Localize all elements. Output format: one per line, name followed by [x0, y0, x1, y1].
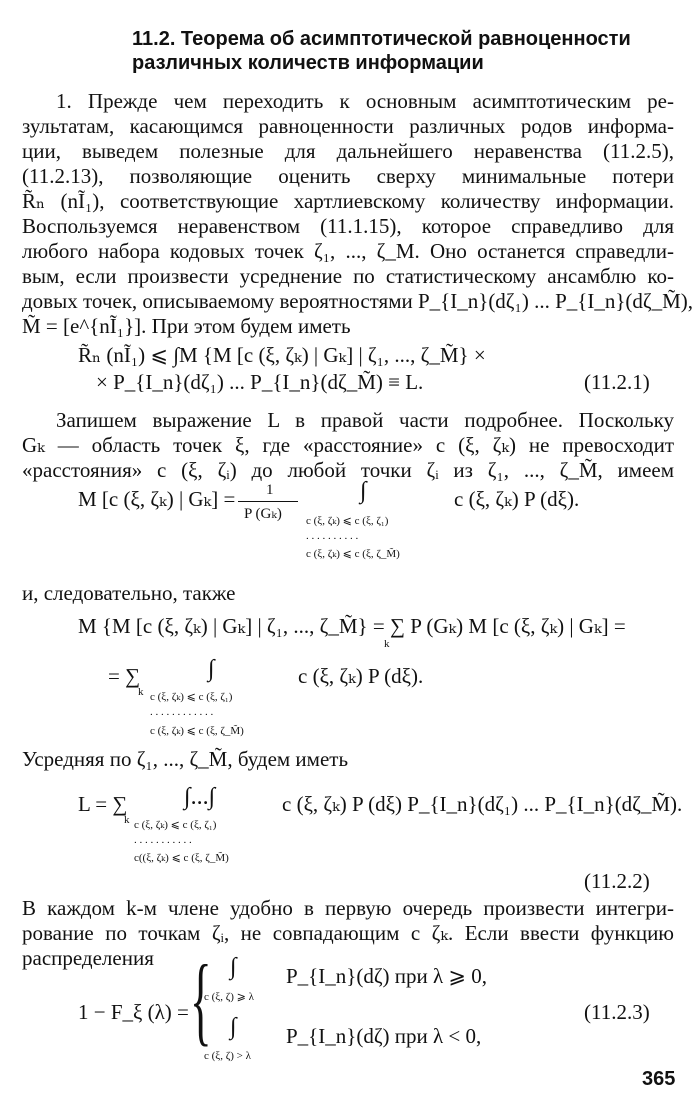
body-text-line: В каждом k-м члене удобно в первую очередь произвести интегри-: [22, 896, 674, 920]
integral-sign: ∫: [230, 1014, 237, 1040]
integral-sign: ∫: [208, 656, 215, 682]
case-expression: P_{I_n}(dζ) при λ < 0,: [286, 1024, 482, 1048]
body-text-line: M̃ = [e^{nĨ₁}]. При этом будем иметь: [22, 314, 351, 338]
equation-11-2-2-lhs: L = ∑: [78, 792, 128, 816]
section-title-line2: различных количеств информации: [132, 52, 484, 74]
integration-dots: . . . . . . . . . . . .: [150, 706, 214, 718]
cases-brace: {: [190, 944, 212, 1055]
equation-number: (11.2.2): [584, 869, 650, 893]
body-text-line: Запишем выражение L в правой части подробнее. Поскольку: [56, 408, 674, 432]
integral-sign: ∫: [360, 478, 367, 504]
section-title-line1: 11.2. Теорема об асимптотической равноценности: [132, 28, 631, 50]
body-text-line: и, следовательно, также: [22, 581, 236, 605]
body-text-line: рование по точкам ζᵢ, не совпадающим с ζₖ. Если ввести функцию: [22, 921, 674, 945]
integration-dots: . . . . . . . . . . .: [134, 834, 192, 846]
page-number: 365: [642, 1068, 676, 1090]
body-text-line: Усредняя по ζ₁, ..., ζ_M̃, будем иметь: [22, 747, 349, 771]
integration-limit: c((ξ, ζₖ) ⩽ c (ξ, ζ_M̃): [134, 852, 229, 864]
integration-limit: c (ξ, ζₖ) ⩽ c (ξ, ζ₁): [306, 515, 389, 527]
body-text-line: Gₖ — область точек ξ, где «расстояние» c (ξ, ζₖ) не превосходит: [22, 433, 674, 457]
fraction-denominator: P (Gₖ): [244, 506, 282, 522]
body-text-line: R̃ₙ (nĨ₁), соответствующие хартлиевскому количеству информации.: [22, 189, 674, 213]
body-text-line: любого набора кодовых точек ζ₁, ..., ζ_M. Оно останется справедли-: [22, 239, 674, 263]
sum-index: k: [138, 686, 144, 698]
body-text-line: ции, выведем полезные для дальнейшего неравенства (11.2.5),: [22, 139, 674, 163]
equation-11-2-1-line2: × P_{I_n}(dζ₁) ... P_{I_n}(dζ_M̃) ≡ L.: [96, 370, 424, 394]
integration-limit: c (ξ, ζ) > λ: [204, 1050, 251, 1062]
integration-limit: c (ξ, ζₖ) ⩽ c (ξ, ζ_M̃): [150, 725, 244, 737]
equation-rhs: c (ξ, ζₖ) P (dξ).: [454, 487, 580, 511]
fraction-numerator: 1: [266, 482, 274, 498]
sum-index: k: [384, 638, 390, 650]
equation-11-2-1-line1: R̃ₙ (nĨ₁) ⩽ ∫M {M [c (ξ, ζₖ) | Gₖ] | ζ₁, ..., ζ_M̃} ×: [78, 343, 486, 367]
body-text-line: (11.2.13), позволяющие оценить сверху минимальные потери: [22, 164, 674, 188]
body-text-line: распределения: [22, 946, 154, 970]
case-expression: P_{I_n}(dζ) при λ ⩾ 0,: [286, 964, 488, 988]
integration-dots: . . . . . . . . . .: [306, 530, 359, 542]
equation-conditional-mean-lhs: M [c (ξ, ζₖ) | Gₖ] =: [78, 487, 236, 511]
equation-rhs: c (ξ, ζₖ) P (dξ).: [298, 664, 424, 688]
body-text-line: «расстояния» c (ξ, ζᵢ) до любой точки ζᵢ из ζ₁, ..., ζ_M̃, имеем: [22, 458, 674, 482]
body-text-line: довых точек, описываемому вероятностями P_{I_n}(dζ₁) ... P_{I_n}(dζ_M̃),: [22, 289, 694, 313]
body-text-line: Воспользуемся неравенством (11.1.15), которое справедливо для: [22, 214, 674, 238]
integral-sign: ∫: [230, 954, 237, 980]
body-text-line: вым, если произвести усреднение по статистическому ансамблю ко-: [22, 264, 674, 288]
equation-expectation-line2-lhs: = ∑: [108, 664, 141, 688]
equation-expectation-line1: M {M [c (ξ, ζₖ) | Gₖ] | ζ₁, ..., ζ_M̃} = ∑ P (Gₖ) M [c (ξ, ζₖ) | Gₖ] =: [78, 614, 626, 638]
integration-limit: c (ξ, ζₖ) ⩽ c (ξ, ζ₁): [150, 691, 233, 703]
integration-limit: c (ξ, ζₖ) ⩽ c (ξ, ζ₁): [134, 819, 217, 831]
body-text-line: 1. Прежде чем переходить к основным асимптотическим ре-: [56, 89, 674, 113]
integral-sign: ∫...∫: [184, 784, 216, 810]
integration-limit: c (ξ, ζₖ) ⩽ c (ξ, ζ_M̃): [306, 548, 400, 560]
sum-index: k: [124, 814, 130, 826]
equation-11-2-3-lhs: 1 − F_ξ (λ) =: [78, 1000, 189, 1024]
fraction-bar: [238, 501, 298, 502]
body-text-line: зультатам, касающимся равноценности различных родов информа-: [22, 114, 674, 138]
equation-rhs: c (ξ, ζₖ) P (dξ) P_{I_n}(dζ₁) ... P_{I_n}(dζ_M̃).: [282, 792, 683, 816]
equation-number: (11.2.3): [584, 1000, 650, 1024]
integration-limit: c (ξ, ζ) ⩾ λ: [204, 991, 254, 1003]
equation-number: (11.2.1): [584, 370, 650, 394]
